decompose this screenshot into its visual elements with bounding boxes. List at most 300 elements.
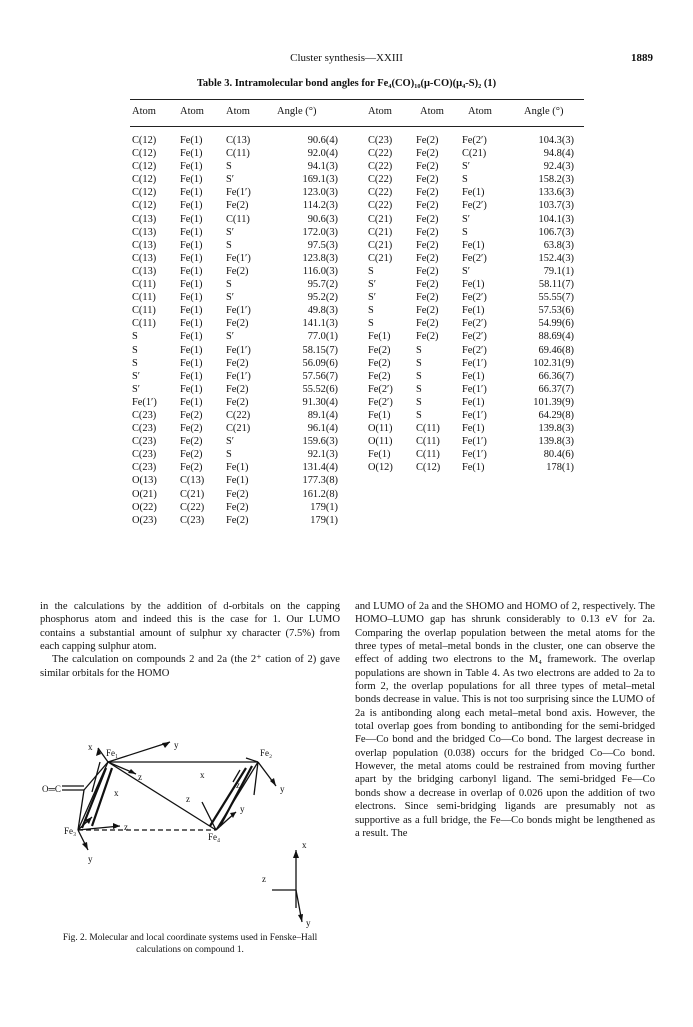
atom-cell: S′ (462, 265, 471, 277)
table-row (368, 173, 578, 186)
atom-cell: Fe(1) (180, 265, 203, 277)
axis-label-z: z (138, 772, 142, 782)
table-row (132, 213, 342, 226)
atom-cell: C(11) (416, 436, 440, 448)
atom-cell: O(22) (132, 501, 157, 513)
angle-cell: 123.8(3) (302, 252, 338, 264)
atom-cell: O(11) (368, 436, 393, 448)
atom-cell: Fe(1) (180, 187, 203, 199)
atom-cell: C(13) (132, 213, 157, 225)
atom-cell: Fe(2) (180, 436, 203, 448)
axis-label-y: y (306, 918, 311, 928)
atom-cell: C(13) (180, 475, 205, 487)
atom-cell: Fe(2) (368, 357, 391, 369)
atom-cell: Fe(1′) (462, 357, 487, 369)
angle-cell: 139.8(3) (538, 423, 574, 435)
atom-cell: Fe(2) (416, 174, 439, 186)
column-header: Atom (180, 106, 204, 117)
atom-cell: C(23) (132, 409, 157, 421)
atom-cell: Fe(1′) (462, 449, 487, 461)
bond-angle-table-left (132, 134, 342, 527)
atom-cell: C(12) (132, 135, 157, 146)
atom-cell: S′ (226, 331, 235, 343)
atom-cell: C(22) (368, 161, 393, 173)
atom-cell: Fe(1′) (226, 370, 251, 382)
atom-cell: Fe(2) (368, 370, 391, 382)
atom-cell: S′ (132, 383, 141, 395)
angle-cell: 49.8(3) (307, 305, 338, 317)
table-row (132, 173, 342, 186)
angle-cell: 161.2(8) (302, 488, 338, 500)
atom-cell: C(11) (416, 449, 440, 461)
atom-cell: S′ (132, 370, 141, 382)
table-row (368, 304, 578, 317)
atom-cell: Fe(1) (180, 200, 203, 212)
angle-cell: 169.1(3) (302, 174, 338, 186)
angle-cell: 58.11(7) (538, 279, 574, 291)
atom-cell: Fe(2) (226, 488, 249, 500)
atom-cell: C(12) (132, 187, 157, 199)
atom-cell: Fe(1) (180, 148, 203, 160)
angle-cell: 66.36(7) (538, 370, 574, 382)
atom-cell: Fe(2′) (462, 135, 487, 146)
table-row (368, 252, 578, 265)
atom-cell: S′ (226, 226, 235, 238)
atom-cell: Fe(2) (226, 265, 249, 277)
table-row (368, 448, 578, 461)
axis-label-y: y (280, 784, 285, 794)
atom-cell: Fe(1) (180, 174, 203, 186)
atom-cell: C(21) (180, 488, 205, 500)
atom-cell: Fe(1′) (226, 305, 251, 317)
table-row (368, 461, 578, 474)
right-column-text (355, 600, 655, 840)
atom-cell: Fe(2) (416, 318, 439, 330)
atom-cell: Fe(1) (180, 357, 203, 369)
angle-cell: 104.3(3) (538, 135, 574, 146)
table-row (132, 160, 342, 173)
angle-cell: 55.52(6) (302, 383, 338, 395)
atom-cell: C(23) (368, 135, 393, 146)
atom-cell: C(11) (132, 279, 156, 291)
angle-cell: 90.6(4) (307, 135, 338, 146)
atom-cell: S′ (462, 161, 471, 173)
table-row (132, 330, 342, 343)
atom-cell: C(11) (226, 213, 250, 225)
angle-cell: 79.1(1) (543, 265, 574, 277)
atom-cell: Fe(1) (462, 239, 485, 251)
table-row (368, 357, 578, 370)
angle-cell: 131.4(4) (302, 462, 338, 474)
table-row (132, 422, 342, 435)
atom-cell: C(21) (368, 226, 393, 238)
angle-cell: 57.53(6) (538, 305, 574, 317)
atom-cell: Fe(1) (180, 305, 203, 317)
axis-label-y: y (88, 854, 93, 864)
figure-caption: Fig. 2. Molecular and local coordinate systems used in Fenske–Hall calculations on compound 1. (62, 933, 318, 955)
atom-cell: Fe(2) (180, 423, 203, 435)
atom-cell: S (416, 383, 422, 395)
table-row (132, 396, 342, 409)
angle-cell: 116.0(3) (302, 265, 338, 277)
carbonyl-label: O═C (42, 784, 61, 794)
table-row (368, 265, 578, 278)
angle-cell: 80.4(6) (543, 449, 574, 461)
atom-cell: S′ (368, 292, 377, 304)
atom-cell: Fe(1′) (132, 396, 157, 408)
coordinate-system-figure (40, 740, 340, 930)
atom-cell: O(21) (132, 488, 157, 500)
atom-cell: Fe(2) (416, 148, 439, 160)
atom-cell: Fe(1) (462, 462, 485, 474)
fe4-label: Fe₄ (208, 832, 221, 842)
table-row (132, 278, 342, 291)
atom-cell: O(13) (132, 475, 157, 487)
table-row (368, 422, 578, 435)
atom-cell: Fe(2) (416, 213, 439, 225)
table-row (368, 199, 578, 212)
atom-cell: C(21) (226, 423, 251, 435)
table-row (368, 278, 578, 291)
angle-cell: 91.30(4) (302, 396, 338, 408)
atom-cell: Fe(2) (416, 200, 439, 212)
atom-cell: C(22) (368, 174, 393, 186)
left-column-text (40, 600, 340, 680)
table-row (132, 134, 342, 147)
atom-cell: Fe(2) (180, 449, 203, 461)
angle-cell: 97.5(3) (307, 239, 338, 251)
column-header: Atom (468, 106, 492, 117)
atom-cell: O(23) (132, 514, 157, 526)
fe2-label: Fe₂ (260, 748, 273, 758)
atom-cell: Fe(1) (180, 213, 203, 225)
angle-cell: 123.0(3) (302, 187, 338, 199)
atom-cell: S (368, 318, 374, 330)
atom-cell: Fe(2) (416, 161, 439, 173)
angle-cell: 177.3(8) (302, 475, 338, 487)
atom-cell: S′ (226, 436, 235, 448)
column-header: Atom (226, 106, 250, 117)
angle-cell: 178(1) (546, 462, 574, 474)
atom-cell: Fe(2) (368, 344, 391, 356)
atom-cell: Fe(2) (416, 265, 439, 277)
table-row (368, 226, 578, 239)
atom-cell: Fe(1) (180, 370, 203, 382)
atom-cell: Fe(1) (180, 135, 203, 146)
table-row (368, 291, 578, 304)
table-row (368, 344, 578, 357)
angle-cell: 103.7(3) (538, 200, 574, 212)
table-row (132, 147, 342, 160)
atom-cell: C(13) (132, 265, 157, 277)
table-top-rule (130, 99, 584, 100)
atom-cell: Fe(2) (226, 357, 249, 369)
atom-cell: Fe(1) (180, 226, 203, 238)
table-row (368, 383, 578, 396)
table-caption: Table 3. Intramolecular bond angles for Fe₄(CO)₁₀(μ-CO)(μ₄-S)₂ (1) (196, 78, 497, 89)
atom-cell: Fe(2′) (462, 331, 487, 343)
atom-cell: Fe(1) (462, 305, 485, 317)
axis-label-z: z (124, 822, 128, 832)
atom-cell: S (226, 279, 232, 291)
atom-cell: Fe(2) (180, 409, 203, 421)
atom-cell: C(11) (132, 318, 156, 330)
atom-cell: Fe(1) (462, 279, 485, 291)
paragraph: The calculation on compounds 2 and 2a (the 2⁺ cation of 2) gave similar orbitals for the HOMO (40, 654, 340, 679)
table-row (132, 344, 342, 357)
angle-cell: 159.6(3) (302, 436, 338, 448)
atom-cell: C(11) (132, 305, 156, 317)
atom-cell: C(23) (132, 449, 157, 461)
angle-cell: 58.15(7) (302, 344, 338, 356)
atom-cell: S′ (226, 174, 235, 186)
table-row (132, 252, 342, 265)
table-row (368, 330, 578, 343)
axis-label-y: y (174, 740, 179, 750)
angle-cell: 106.7(3) (538, 226, 574, 238)
table-row (132, 317, 342, 330)
fe1-label: Fe₁ (106, 748, 119, 758)
atom-cell: C(22) (226, 409, 251, 421)
angle-cell: 92.0(4) (307, 148, 338, 160)
atom-cell: C(23) (132, 462, 157, 474)
atom-cell: Fe(1′) (462, 409, 487, 421)
atom-cell: Fe(1′) (226, 344, 251, 356)
angle-cell: 54.99(6) (538, 318, 574, 330)
angle-cell: 94.8(4) (543, 148, 574, 160)
table-row (132, 474, 342, 487)
atom-cell: C(12) (132, 161, 157, 173)
running-title: Cluster synthesis—XXIII (290, 52, 403, 64)
atom-cell: Fe(1) (368, 409, 391, 421)
atom-cell: S (132, 344, 138, 356)
angle-cell: 66.37(7) (538, 383, 574, 395)
atom-cell: Fe(2) (226, 514, 249, 526)
table-row (368, 317, 578, 330)
atom-cell: Fe(2) (226, 501, 249, 513)
column-header: Angle (°) (277, 106, 317, 117)
table-row (132, 448, 342, 461)
angle-cell: 133.6(3) (538, 187, 574, 199)
fe3-label: Fe₃ (64, 826, 77, 836)
atom-cell: C(13) (132, 239, 157, 251)
angle-cell: 114.2(3) (302, 200, 338, 212)
bond-angle-table-right (368, 134, 578, 474)
atom-cell: S′ (368, 279, 377, 291)
table-row (368, 134, 578, 147)
atom-cell: S (368, 265, 374, 277)
angle-cell: 152.4(3) (538, 252, 574, 264)
table-row (132, 186, 342, 199)
atom-cell: C(12) (416, 462, 441, 474)
atom-cell: Fe(1) (180, 344, 203, 356)
column-header: Atom (420, 106, 444, 117)
atom-cell: C(23) (132, 423, 157, 435)
atom-cell: C(21) (462, 148, 487, 160)
atom-cell: Fe(1) (180, 318, 203, 330)
atom-cell: Fe(2) (416, 305, 439, 317)
atom-cell: Fe(1) (180, 161, 203, 173)
atom-cell: Fe(2′) (462, 252, 487, 264)
atom-cell: Fe(1′) (226, 187, 251, 199)
axis-label-x: x (114, 788, 119, 798)
table-row (132, 435, 342, 448)
atom-cell: S (226, 161, 232, 173)
angle-cell: 90.6(3) (307, 213, 338, 225)
atom-cell: Fe(1) (368, 449, 391, 461)
table-row (132, 239, 342, 252)
atom-cell: C(22) (368, 148, 393, 160)
atom-cell: Fe(2) (226, 200, 249, 212)
atom-cell: Fe(1) (180, 292, 203, 304)
atom-cell: Fe(1) (180, 239, 203, 251)
angle-cell: 96.1(4) (307, 423, 338, 435)
table-row (132, 265, 342, 278)
atom-cell: S (416, 409, 422, 421)
atom-cell: Fe(1) (462, 396, 485, 408)
paragraph: in the calculations by the addition of d-orbitals on the capping phosphorus atom and indeed this is the case for 1. Our LUMO contains a substantial amount of sulphur xy character (7.5%) from each capping sulphur atom. (40, 601, 340, 653)
table-row (368, 370, 578, 383)
atom-cell: S (462, 226, 468, 238)
atom-cell: Fe(2′) (462, 200, 487, 212)
atom-cell: Fe(2) (226, 383, 249, 395)
table-row (132, 514, 342, 527)
atom-cell: S (226, 449, 232, 461)
table-row (132, 501, 342, 514)
atom-cell: Fe(2′) (462, 344, 487, 356)
angle-cell: 179(1) (310, 501, 338, 513)
atom-cell: Fe(2′) (462, 318, 487, 330)
page-number: 1889 (631, 52, 653, 64)
table-row (368, 160, 578, 173)
atom-cell: C(13) (226, 135, 251, 146)
table-row (368, 239, 578, 252)
table-header-rule (130, 126, 584, 127)
atom-cell: Fe(1) (226, 475, 249, 487)
column-header: Atom (132, 106, 156, 117)
atom-cell: C(22) (180, 501, 205, 513)
angle-cell: 56.09(6) (302, 357, 338, 369)
axis-label-x: x (302, 840, 307, 850)
angle-cell: 104.1(3) (538, 213, 574, 225)
angle-cell: 101.39(9) (533, 396, 574, 408)
atom-cell: Fe(1) (180, 331, 203, 343)
atom-cell: C(13) (132, 226, 157, 238)
atom-cell: S (416, 344, 422, 356)
table-row (132, 383, 342, 396)
table-row (132, 409, 342, 422)
atom-cell: C(11) (416, 423, 440, 435)
angle-cell: 92.4(3) (543, 161, 574, 173)
angle-cell: 57.56(7) (302, 370, 338, 382)
atom-cell: O(12) (368, 462, 393, 474)
atom-cell: Fe(2) (226, 318, 249, 330)
angle-cell: 69.46(8) (538, 344, 574, 356)
atom-cell: Fe(2′) (368, 396, 393, 408)
angle-cell: 92.1(3) (307, 449, 338, 461)
angle-cell: 63.8(3) (543, 239, 574, 251)
axis-label-x: x (88, 742, 93, 752)
table-row (368, 396, 578, 409)
atom-cell: Fe(2′) (462, 292, 487, 304)
atom-cell: C(12) (132, 174, 157, 186)
atom-cell: S′ (462, 213, 471, 225)
paragraph: and LUMO of 2a and the SHOMO and HOMO of 2, respectively. The HOMO–LUMO gap has shrunk considerably to 0.13 eV for 2a. Comparing the overlap population between the metal atoms for the three types of metal–metal bonds in the cluster, one can observe the effect of adding two electrons to the M₄ framework. The overlap populations are shown in Table 4. As two electrons are added to 2a to form 2, the overlap populations for all three types of metal–metal bonds decrease in value. This is not too surprising since the LUMO of 2a is antibonding along each metal–metal bond axis. However, the total overlap goes from bonding to antibonding for the semi-bridged Fe—Co bond and the bridged Co—Co bond. The largest decrease in overlap population (0.038) occurs for the bridged Co—Co bond. However, the metal atoms could be restrained from moving further apart by the bridging carbonyl ligand. The semi-bridged Fe—Co bonds show a decrease in overlap of 0.026 upon the addition of two electrons. Since semi-bridging ligands are presumably not as supportive as a full bridge, the Fe—Co bonds might be lengthened as a result. The (355, 601, 655, 839)
atom-cell: S (132, 331, 138, 343)
atom-cell: C(21) (368, 239, 393, 251)
column-header: Angle (°) (524, 106, 564, 117)
angle-cell: 88.69(4) (538, 331, 574, 343)
angle-cell: 139.8(3) (538, 436, 574, 448)
atom-cell: S (416, 396, 422, 408)
table-row (132, 357, 342, 370)
table-row (132, 461, 342, 474)
table-row (368, 147, 578, 160)
angle-cell: 89.1(4) (307, 409, 338, 421)
atom-cell: Fe(1) (462, 423, 485, 435)
atom-cell: S′ (226, 292, 235, 304)
atom-cell: Fe(2) (416, 252, 439, 264)
atom-cell: S (462, 174, 468, 186)
angle-cell: 64.29(8) (538, 409, 574, 421)
atom-cell: Fe(2) (226, 396, 249, 408)
atom-cell: C(23) (180, 514, 205, 526)
atom-cell: C(21) (368, 252, 393, 264)
atom-cell: C(22) (368, 200, 393, 212)
axis-label-z: z (236, 780, 240, 790)
table-row (132, 291, 342, 304)
angle-cell: 172.0(3) (302, 226, 338, 238)
atom-cell: Fe(2′) (368, 383, 393, 395)
column-header: Atom (368, 106, 392, 117)
table-row (132, 199, 342, 212)
atom-cell: C(22) (368, 187, 393, 199)
axis-label-z: z (186, 794, 190, 804)
atom-cell: S (368, 305, 374, 317)
atom-cell: C(11) (226, 148, 250, 160)
atom-cell: Fe(2) (416, 135, 439, 146)
axis-label-x: x (200, 770, 205, 780)
axis-label-z: z (262, 874, 266, 884)
atom-cell: Fe(1) (180, 279, 203, 291)
table-row (132, 304, 342, 317)
angle-cell: 179(1) (310, 514, 338, 526)
atom-cell: Fe(1) (462, 370, 485, 382)
angle-cell: 102.31(9) (533, 357, 574, 369)
atom-cell: C(21) (368, 213, 393, 225)
atom-cell: Fe(1) (462, 187, 485, 199)
atom-cell: Fe(1) (368, 331, 391, 343)
angle-cell: 158.2(3) (538, 174, 574, 186)
atom-cell: Fe(2) (416, 226, 439, 238)
table-row (368, 409, 578, 422)
atom-cell: C(11) (132, 292, 156, 304)
atom-cell: O(11) (368, 423, 393, 435)
atom-cell: Fe(1′) (462, 436, 487, 448)
angle-cell: 141.1(3) (302, 318, 338, 330)
atom-cell: Fe(2) (180, 462, 203, 474)
atom-cell: Fe(1) (180, 383, 203, 395)
atom-cell: Fe(1) (180, 396, 203, 408)
atom-cell: Fe(1) (226, 462, 249, 474)
atom-cell: Fe(1′) (226, 252, 251, 264)
table-row (132, 488, 342, 501)
table-row (132, 370, 342, 383)
angle-cell: 95.7(2) (307, 279, 338, 291)
atom-cell: C(12) (132, 200, 157, 212)
atom-cell: Fe(2) (416, 331, 439, 343)
atom-cell: Fe(1) (180, 252, 203, 264)
